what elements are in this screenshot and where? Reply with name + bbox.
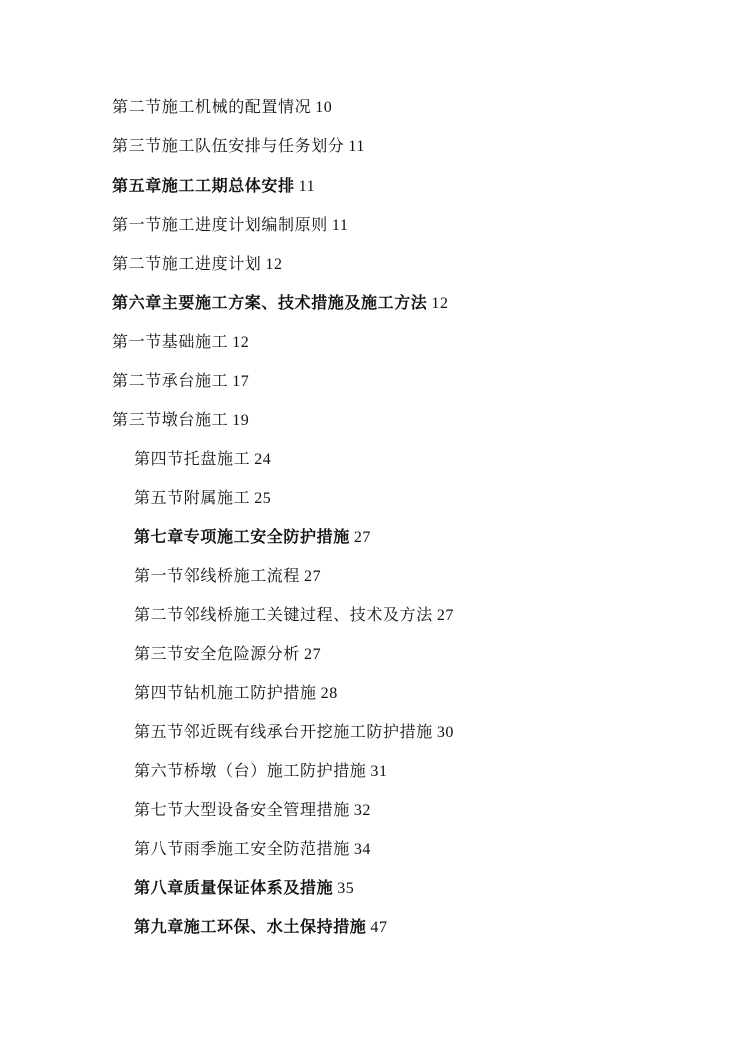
toc-entry-title: 第二节施工进度计划 bbox=[112, 254, 262, 273]
toc-entry-title: 第五节邻近既有线承台开挖施工防护措施 bbox=[134, 722, 433, 741]
toc-entry[interactable] bbox=[134, 605, 454, 626]
toc-entry[interactable] bbox=[112, 215, 348, 236]
toc-entry-page: 24 bbox=[254, 451, 272, 468]
toc-entry-page: 32 bbox=[353, 802, 372, 819]
toc-chapter-entry[interactable] bbox=[134, 878, 354, 899]
toc-entry[interactable] bbox=[134, 449, 271, 470]
toc-entry-page: 27 bbox=[304, 646, 322, 663]
toc-entry-page: 12 bbox=[265, 256, 283, 273]
toc-entry-title: 第一节邻线桥施工流程 bbox=[134, 566, 301, 585]
toc-entry-title: 第六节桥墩（台）施工防护措施 bbox=[134, 761, 367, 780]
toc-entry[interactable] bbox=[134, 761, 388, 782]
toc-entry-title: 第一节施工进度计划编制原则 bbox=[112, 215, 328, 234]
toc-entry-page: 12 bbox=[431, 295, 449, 312]
toc-entry[interactable] bbox=[134, 839, 371, 860]
toc-entry[interactable] bbox=[112, 410, 249, 431]
toc-entry[interactable] bbox=[134, 683, 338, 704]
toc-entry-page: 11 bbox=[348, 138, 366, 155]
toc-chapter-entry[interactable] bbox=[134, 527, 371, 548]
toc-entry-page: 27 bbox=[304, 568, 322, 585]
toc-entry[interactable] bbox=[112, 371, 249, 392]
toc-entry[interactable] bbox=[134, 488, 271, 509]
toc-entry-page: 10 bbox=[315, 99, 333, 116]
toc-entry-title: 第八章质量保证体系及措施 bbox=[134, 878, 334, 897]
toc-entry-title: 第三节安全危险源分析 bbox=[134, 644, 301, 663]
toc-entry[interactable] bbox=[112, 254, 283, 275]
toc-entry-page: 30 bbox=[436, 724, 455, 741]
toc-entry-title: 第八节雨季施工安全防范措施 bbox=[134, 839, 350, 858]
toc-entry-title: 第七章专项施工安全防护措施 bbox=[134, 527, 350, 546]
toc-entry-page: 17 bbox=[232, 373, 250, 390]
toc-entry-title: 第一节基础施工 bbox=[112, 332, 229, 351]
toc-entry[interactable] bbox=[112, 136, 365, 157]
toc-entry[interactable] bbox=[112, 332, 249, 353]
toc-entry[interactable] bbox=[134, 644, 321, 665]
toc-entry-title: 第六章主要施工方案、技术措施及施工方法 bbox=[112, 293, 428, 312]
toc-entry[interactable] bbox=[112, 97, 332, 118]
toc-chapter-entry[interactable] bbox=[112, 293, 449, 314]
toc-chapter-entry[interactable] bbox=[112, 176, 315, 197]
toc-chapter-entry[interactable] bbox=[134, 917, 388, 938]
toc-entry-title: 第二节施工机械的配置情况 bbox=[112, 97, 312, 116]
toc-entry-title: 第二节承台施工 bbox=[112, 371, 229, 390]
toc-entry-title: 第九章施工环保、水土保持措施 bbox=[134, 917, 367, 936]
toc-entry-page: 35 bbox=[337, 880, 355, 897]
toc-entry-title: 第四节钻机施工防护措施 bbox=[134, 683, 317, 702]
toc-entry-page: 34 bbox=[353, 841, 372, 858]
toc-entry-page: 11 bbox=[331, 217, 349, 234]
toc-entry-page: 19 bbox=[232, 412, 250, 429]
toc-entry-title: 第五节附属施工 bbox=[134, 488, 251, 507]
toc-entry-title: 第三节施工队伍安排与任务划分 bbox=[112, 136, 345, 155]
toc-entry-page: 27 bbox=[353, 529, 372, 546]
toc-entry-page: 28 bbox=[320, 685, 338, 702]
toc-entry-title: 第三节墩台施工 bbox=[112, 410, 229, 429]
toc-entry-title: 第七节大型设备安全管理措施 bbox=[134, 800, 350, 819]
toc-entry-title: 第四节托盘施工 bbox=[134, 449, 251, 468]
toc-entry[interactable] bbox=[134, 800, 371, 821]
toc-entry-title: 第五章施工工期总体安排 bbox=[112, 176, 295, 195]
toc-entry-page: 47 bbox=[370, 919, 388, 936]
toc-entry-page: 12 bbox=[232, 334, 250, 351]
toc-entry-page: 31 bbox=[370, 763, 388, 780]
toc-entry-page: 25 bbox=[254, 490, 272, 507]
toc-entry-page: 11 bbox=[298, 178, 316, 195]
toc-entry-page: 27 bbox=[436, 607, 455, 624]
toc-entry[interactable] bbox=[134, 566, 321, 587]
toc-entry-title: 第二节邻线桥施工关键过程、技术及方法 bbox=[134, 605, 433, 624]
toc-entry[interactable] bbox=[134, 722, 454, 743]
